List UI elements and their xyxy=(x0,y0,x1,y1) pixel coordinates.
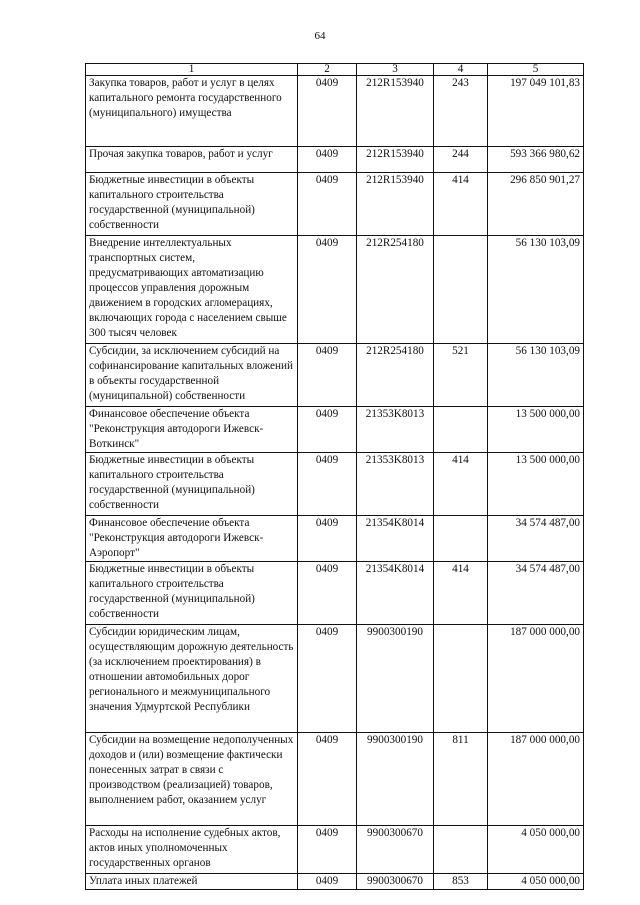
row-amount: 34 574 487,00 xyxy=(488,516,584,562)
row-kind-code: 414 xyxy=(434,453,488,516)
row-name: Расходы на исполнение судебных актов, актов иных уполномоченных государственных органов xyxy=(86,826,298,874)
table-row xyxy=(86,236,584,344)
row-amount: 187 000 000,00 xyxy=(488,733,584,826)
row-target-code: 9900300670 xyxy=(357,826,434,874)
table-header xyxy=(86,64,584,76)
row-kind-code: 244 xyxy=(434,147,488,173)
header-col-4: 4 xyxy=(434,64,488,76)
budget-table xyxy=(85,63,584,890)
row-target-code: 9900300190 xyxy=(357,625,434,733)
row-target-code: 21353K8013 xyxy=(357,407,434,453)
header-row xyxy=(86,64,584,76)
header-col-1: 1 xyxy=(86,64,298,76)
row-kind-code xyxy=(434,625,488,733)
row-section-code: 0409 xyxy=(298,562,357,625)
row-kind-code: 414 xyxy=(434,173,488,236)
row-section-code: 0409 xyxy=(298,236,357,344)
table-row xyxy=(86,173,584,236)
row-section-code: 0409 xyxy=(298,625,357,733)
row-amount: 13 500 000,00 xyxy=(488,407,584,453)
table-row xyxy=(86,562,584,625)
row-target-code: 9900300190 xyxy=(357,733,434,826)
row-section-code: 0409 xyxy=(298,407,357,453)
table-row xyxy=(86,733,584,826)
header-col-5: 5 xyxy=(488,64,584,76)
row-section-code: 0409 xyxy=(298,733,357,826)
row-kind-code: 243 xyxy=(434,76,488,147)
row-name: Бюджетные инвестиции в объекты капитального строительства государственной (муниципальной) собственности xyxy=(86,173,298,236)
row-name: Бюджетные инвестиции в объекты капитального строительства государственной (муниципальной) собственности xyxy=(86,453,298,516)
row-target-code: 21354K8014 xyxy=(357,516,434,562)
row-amount: 187 000 000,00 xyxy=(488,625,584,733)
row-amount: 4 050 000,00 xyxy=(488,874,584,890)
row-name: Субсидии юридическим лицам, осуществляющим дорожную деятельность (за исключением проектирования) в отношении автомобильных дорог регионального и межмуниципального значения Удмуртской Республики xyxy=(86,625,298,733)
row-kind-code xyxy=(434,407,488,453)
table-row xyxy=(86,516,584,562)
row-name: Финансовое обеспечение объекта "Реконструкция автодороги Ижевск-Аэропорт" xyxy=(86,516,298,562)
table-row xyxy=(86,826,584,874)
row-name: Внедрение интеллектуальных транспортных систем, предусматривающих автоматизацию процессов управления дорожным движением в городских агломерациях, включающих города с населением свыше 300 тысяч человек xyxy=(86,236,298,344)
table-row xyxy=(86,625,584,733)
row-section-code: 0409 xyxy=(298,874,357,890)
table-row xyxy=(86,147,584,173)
row-section-code: 0409 xyxy=(298,344,357,407)
row-amount: 56 130 103,09 xyxy=(488,236,584,344)
page-number: 64 xyxy=(314,30,326,42)
row-name: Прочая закупка товаров, работ и услуг xyxy=(86,147,298,173)
row-section-code: 0409 xyxy=(298,147,357,173)
table-row xyxy=(86,344,584,407)
row-target-code: 212R254180 xyxy=(357,344,434,407)
header-col-3: 3 xyxy=(357,64,434,76)
row-kind-code xyxy=(434,236,488,344)
row-target-code: 9900300670 xyxy=(357,874,434,890)
row-target-code: 212R254180 xyxy=(357,236,434,344)
row-amount: 197 049 101,83 xyxy=(488,76,584,147)
row-name: Финансовое обеспечение объекта "Реконструкция автодороги Ижевск-Воткинск" xyxy=(86,407,298,453)
row-section-code: 0409 xyxy=(298,826,357,874)
row-name: Субсидии на возмещение недополученных доходов и (или) возмещение фактически понесенных затрат в связи с производством (реализацией) товаров, выполнением работ, оказанием услуг xyxy=(86,733,298,826)
row-target-code: 212R153940 xyxy=(357,147,434,173)
row-kind-code: 853 xyxy=(434,874,488,890)
row-kind-code xyxy=(434,516,488,562)
row-target-code: 212R153940 xyxy=(357,76,434,147)
row-amount: 296 850 901,27 xyxy=(488,173,584,236)
row-section-code: 0409 xyxy=(298,173,357,236)
table-row xyxy=(86,76,584,147)
row-name: Бюджетные инвестиции в объекты капитального строительства государственной (муниципальной) собственности xyxy=(86,562,298,625)
row-kind-code: 521 xyxy=(434,344,488,407)
row-target-code: 21353K8013 xyxy=(357,453,434,516)
row-amount: 34 574 487,00 xyxy=(488,562,584,625)
row-kind-code: 811 xyxy=(434,733,488,826)
row-amount: 593 366 980,62 xyxy=(488,147,584,173)
row-target-code: 212R153940 xyxy=(357,173,434,236)
row-amount: 4 050 000,00 xyxy=(488,826,584,874)
table-row xyxy=(86,874,584,890)
table-row xyxy=(86,407,584,453)
table-body xyxy=(86,76,584,890)
row-kind-code: 414 xyxy=(434,562,488,625)
header-col-2: 2 xyxy=(298,64,357,76)
table-row xyxy=(86,453,584,516)
row-section-code: 0409 xyxy=(298,453,357,516)
row-amount: 56 130 103,09 xyxy=(488,344,584,407)
row-kind-code xyxy=(434,826,488,874)
row-name: Субсидии, за исключением субсидий на софинансирование капитальных вложений в объекты государственной (муниципальной) собственности xyxy=(86,344,298,407)
row-amount: 13 500 000,00 xyxy=(488,453,584,516)
row-section-code: 0409 xyxy=(298,516,357,562)
row-name: Уплата иных платежей xyxy=(86,874,298,890)
row-section-code: 0409 xyxy=(298,76,357,147)
row-name: Закупка товаров, работ и услуг в целях капитального ремонта государственного (муниципального) имущества xyxy=(86,76,298,147)
row-target-code: 21354K8014 xyxy=(357,562,434,625)
